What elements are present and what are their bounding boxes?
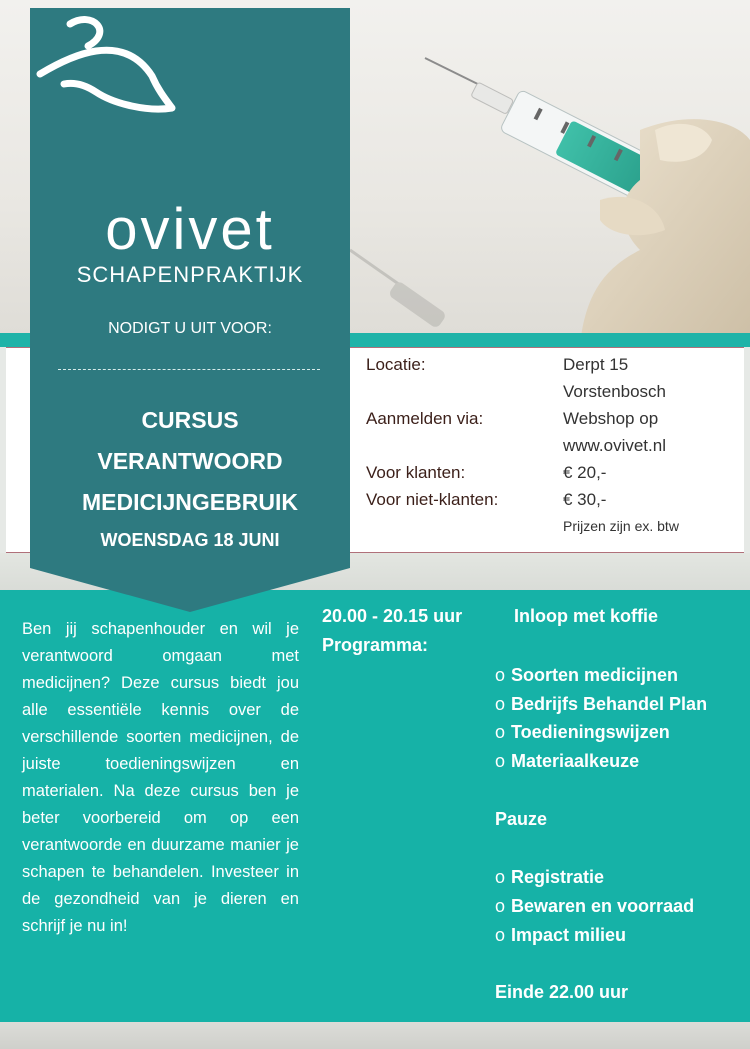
program-item-label: Registratie [511,867,605,887]
program-label: Programma: [322,635,429,655]
bullet: o [495,896,506,916]
intro-paragraph: Ben jij schapenhouder en wil je verantwoord omgaan met medicijnen? Deze cursus biedt jou alle essentiële kennis over de verschillende soorten medicijnen, de juiste toedieningswijzen en materialen. Na deze cursus ben je beter voorbereid om op een verantwoorde en duurzame manier je schapen te behandelen. Investeer in de gezondheid van je dieren en schrijf je nu in! [22,620,299,935]
course-title-line: VERANTWOORD [97,448,283,474]
course-date: WOENSDAG 18 JUNI [100,530,280,550]
program-item-label: Bedrijfs Behandel Plan [511,694,708,714]
bullet: o [495,694,506,714]
program-item-label: Impact milieu [511,925,627,945]
schedule-walkin: Inloop met koffie [514,606,658,626]
program-item [495,896,694,917]
divider [58,369,320,370]
nonclients-price: € 30,- [563,490,607,509]
signup-row-2 [366,436,746,463]
nonclients-price-row [366,490,746,517]
info-block [366,355,746,539]
bullet: o [495,665,506,685]
program-item-label: Materiaalkeuze [511,751,640,771]
bullet: o [495,722,506,742]
signup-row [366,409,746,436]
program-item-label: Bewaren en voorraad [511,896,695,916]
course-title-line: MEDICIJNGEBRUIK [82,489,298,515]
end-time: Einde 22.00 uur [495,982,629,1002]
program-item [495,665,678,686]
location-row [366,355,746,382]
clients-price-row [366,463,746,490]
location-row-2 [366,382,746,409]
program-item [495,867,604,888]
clients-price: € 20,- [563,463,607,482]
bottom-band [0,1022,750,1049]
course-title-line: CURSUS [141,407,239,433]
price-note: Prijzen zijn ex. btw [563,518,679,534]
clients-label: Voor klanten: [366,463,466,482]
brand-name: ovivet [105,197,275,262]
program-item [495,694,707,715]
program-item [495,925,626,946]
location-label: Locatie: [366,355,426,374]
invitation-banner [30,8,350,612]
location-street: Derpt 15 [563,355,629,374]
bullet: o [495,867,506,887]
bullet: o [495,751,506,771]
break-label: Pauze [495,809,548,829]
course-title [30,400,350,523]
program-item [495,722,670,743]
program-item [495,751,639,772]
bullet: o [495,925,506,945]
signup-url: www.ovivet.nl [563,436,666,455]
invite-text: NODIGT U UIT VOOR: [108,320,272,337]
program-item-label: Toedieningswijzen [511,722,670,742]
sheep-head-icon [30,8,180,126]
signup-label: Aanmelden via: [366,409,484,428]
location-town: Vorstenbosch [563,382,667,401]
nonclients-label: Voor niet-klanten: [366,490,499,509]
signup-text: Webshop op [563,409,659,428]
brand-subtitle: SCHAPENPRAKTIJK [76,262,304,287]
program-item-label: Soorten medicijnen [511,665,679,685]
schedule-time: 20.00 - 20.15 uur [322,606,463,626]
price-note-row [366,517,746,539]
